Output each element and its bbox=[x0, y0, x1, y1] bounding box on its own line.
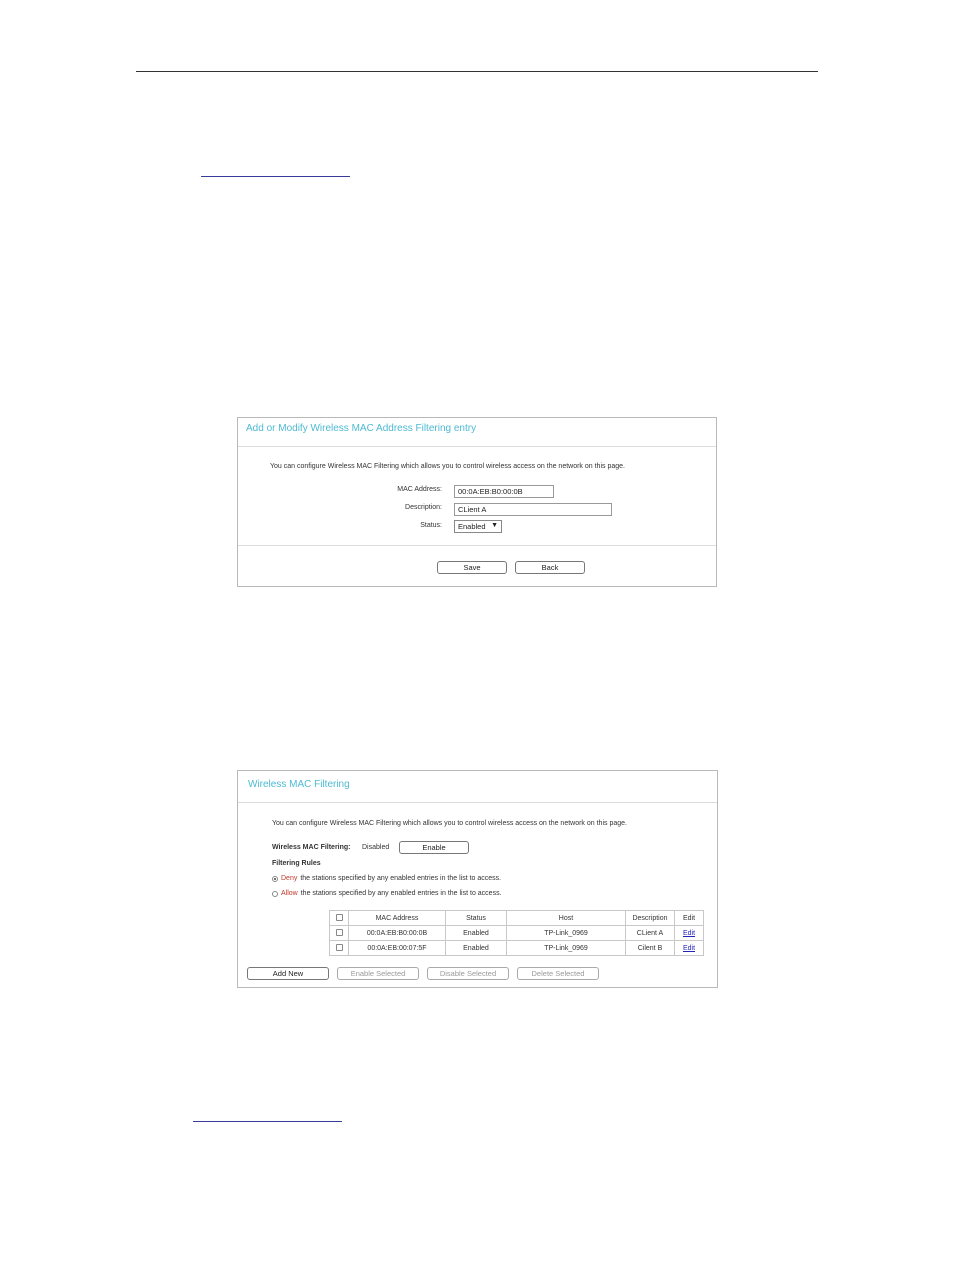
edit-link[interactable]: Edit bbox=[682, 944, 696, 952]
status-select-value: Enabled bbox=[458, 522, 486, 531]
status-select[interactable] bbox=[454, 520, 502, 533]
filtering-status-value: Disabled bbox=[362, 844, 390, 851]
row-status: Enabled bbox=[446, 941, 507, 956]
save-button[interactable]: Save bbox=[437, 561, 507, 574]
filter-panel-title: Wireless MAC Filtering bbox=[248, 779, 350, 790]
row-host: TP-Link_0969 bbox=[507, 941, 626, 956]
entry-panel-footer-divider bbox=[238, 545, 716, 546]
header-rule bbox=[136, 71, 818, 72]
enable-selected-button[interactable]: Enable Selected bbox=[337, 967, 419, 980]
row-select-cell[interactable] bbox=[330, 941, 349, 956]
row-mac: 00:0A:EB:B0:00:0B bbox=[349, 926, 446, 941]
entry-panel-divider bbox=[238, 446, 716, 447]
allow-text: the stations specified by any enabled entries in the list to access. bbox=[300, 890, 502, 897]
deny-text: the stations specified by any enabled entries in the list to access. bbox=[300, 875, 502, 882]
hyperlink-underline-top[interactable] bbox=[201, 176, 350, 177]
table-row bbox=[330, 926, 704, 941]
row-edit-cell bbox=[675, 926, 704, 941]
hyperlink-underline-bottom[interactable] bbox=[193, 1121, 342, 1122]
deny-radio[interactable] bbox=[272, 876, 278, 882]
column-mac-address: MAC Address bbox=[349, 911, 446, 926]
column-status: Status bbox=[446, 911, 507, 926]
row-mac: 00:0A:EB:00:07:5F bbox=[349, 941, 446, 956]
row-host: TP-Link_0969 bbox=[507, 926, 626, 941]
mac-filter-table bbox=[329, 910, 704, 956]
edit-link[interactable]: Edit bbox=[682, 929, 696, 937]
row-status: Enabled bbox=[446, 926, 507, 941]
back-button[interactable]: Back bbox=[515, 561, 585, 574]
row-checkbox[interactable] bbox=[336, 929, 343, 936]
column-edit: Edit bbox=[675, 911, 704, 926]
column-host: Host bbox=[507, 911, 626, 926]
entry-panel-intro: You can configure Wireless MAC Filtering which allows you to control wireless access on the network on this page. bbox=[270, 463, 625, 470]
entry-panel-title: Add or Modify Wireless MAC Address Filtering entry bbox=[246, 423, 477, 434]
deny-keyword: Deny bbox=[281, 875, 298, 882]
row-description: CLient A bbox=[626, 926, 675, 941]
disable-selected-button[interactable]: Disable Selected bbox=[427, 967, 509, 980]
row-edit-cell bbox=[675, 941, 704, 956]
add-new-button[interactable]: Add New bbox=[247, 967, 329, 980]
entry-panel bbox=[237, 417, 717, 587]
filter-panel-intro: You can configure Wireless MAC Filtering which allows you to control wireless access on the network on this page. bbox=[272, 820, 627, 827]
row-description: Cilent B bbox=[626, 941, 675, 956]
row-select-cell[interactable] bbox=[330, 926, 349, 941]
allow-radio[interactable] bbox=[272, 891, 278, 897]
status-label: Status: bbox=[420, 522, 442, 529]
select-all-checkbox[interactable] bbox=[336, 914, 343, 921]
deny-rule-option[interactable] bbox=[272, 875, 501, 882]
allow-keyword: Allow bbox=[281, 890, 298, 897]
column-description: Description bbox=[626, 911, 675, 926]
select-all-cell[interactable] bbox=[330, 911, 349, 926]
allow-rule-option[interactable] bbox=[272, 890, 502, 897]
filtering-status-label: Wireless MAC Filtering: bbox=[272, 844, 351, 851]
caret-down-icon: ▼ bbox=[491, 522, 498, 529]
table-header-row bbox=[330, 911, 704, 926]
delete-selected-button[interactable]: Delete Selected bbox=[517, 967, 599, 980]
enable-filtering-button[interactable]: Enable bbox=[399, 841, 469, 854]
filter-panel bbox=[237, 770, 718, 988]
description-label: Description: bbox=[405, 504, 442, 511]
filter-panel-divider bbox=[238, 802, 717, 803]
row-checkbox[interactable] bbox=[336, 944, 343, 951]
filtering-rules-heading: Filtering Rules bbox=[272, 860, 321, 867]
description-input[interactable]: CLient A bbox=[454, 503, 612, 516]
mac-address-input[interactable]: 00:0A:EB:B0:00:0B bbox=[454, 485, 554, 498]
table-row bbox=[330, 941, 704, 956]
mac-address-label: MAC Address: bbox=[397, 486, 442, 493]
